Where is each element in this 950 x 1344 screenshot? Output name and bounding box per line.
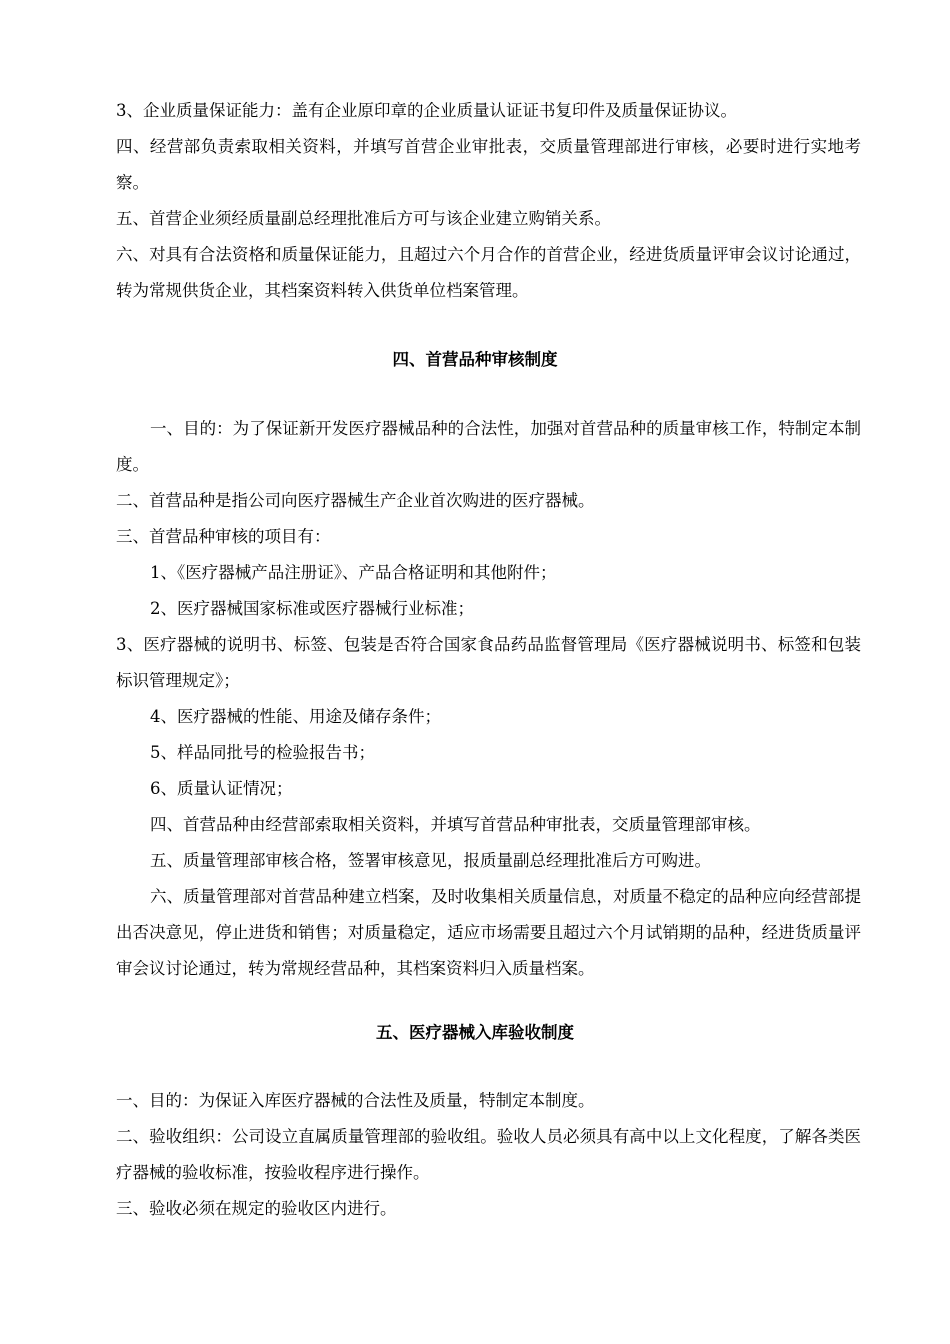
paragraph-business-dept-review: 四、经营部负责索取相关资料，并填写首营企业审批表，交质量管理部进行审核，必要时进行实地考察。 — [116, 137, 861, 192]
paragraph-archive: 六、质量管理部对首营品种建立档案，及时收集相关质量信息，对质量不稳定的品种应向经营部提出否决意见，停止进货和销售；对质量稳定，适应市场需要且超过六个月试销期的品种，经进货质量评审会议讨论通过，转为常规经营品种，其档案资料归入质量档案。 — [116, 887, 861, 978]
paragraph-acceptance-organization: 二、验收组织：公司设立直属质量管理部的验收组。验收人员必须具有高中以上文化程度，了解各类医疗器械的验收标准，按验收程序进行操作。 — [116, 1127, 861, 1182]
list-item-performance: 4、医疗器械的性能、用途及储存条件； — [150, 707, 441, 726]
paragraph-regular-supplier: 六、对具有合法资格和质量保证能力，且超过六个月合作的首营企业，经进货质量评审会议讨论通过，转为常规供货企业，其档案资料转入供货单位档案管理。 — [116, 245, 861, 300]
paragraph-acceptance-area: 三、验收必须在规定的验收区内进行。 — [116, 1199, 397, 1218]
paragraph-acceptance-purpose: 一、目的：为保证入库医疗器械的合法性及质量，特制定本制度。 — [116, 1091, 595, 1110]
section-title-first-variety-review: 四、首营品种审核制度 — [392, 350, 558, 369]
list-item-registration-certificate: 1、《医疗器械产品注册证》、产品合格证明和其他附件； — [150, 563, 557, 582]
list-item-labels-packaging: 3、医疗器械的说明书、标签、包装是否符合国家食品药品监督管理局《医疗器械说明书、标签和包装标识管理规定》； — [116, 635, 861, 690]
paragraph-approval: 五、首营企业须经质量副总经理批准后方可与该企业建立购销关系。 — [116, 209, 611, 228]
paragraph-quality-assurance: 3、企业质量保证能力：盖有企业原印章的企业质量认证证书复印件及质量保证协议。 — [116, 101, 737, 120]
list-item-standards: 2、医疗器械国家标准或医疗器械行业标准； — [150, 599, 474, 618]
paragraph-definition: 二、首营品种是指公司向医疗器械生产企业首次购进的医疗器械。 — [116, 491, 595, 510]
section-title-warehouse-acceptance: 五、医疗器械入库验收制度 — [376, 1023, 574, 1042]
list-item-certification: 6、质量认证情况； — [150, 779, 293, 798]
paragraph-business-dept-materials: 四、首营品种由经营部索取相关资料，并填写首营品种审批表，交质量管理部审核。 — [150, 815, 761, 834]
paragraph-purpose: 一、目的：为了保证新开发医疗器械品种的合法性，加强对首营品种的质量审核工作，特制定本制度。 — [116, 419, 861, 474]
list-item-inspection-report: 5、样品同批号的检验报告书； — [150, 743, 375, 762]
paragraph-quality-approval: 五、质量管理部审核合格，签署审核意见，报质量副总经理批准后方可购进。 — [150, 851, 711, 870]
paragraph-review-items: 三、首营品种审核的项目有： — [116, 527, 331, 546]
